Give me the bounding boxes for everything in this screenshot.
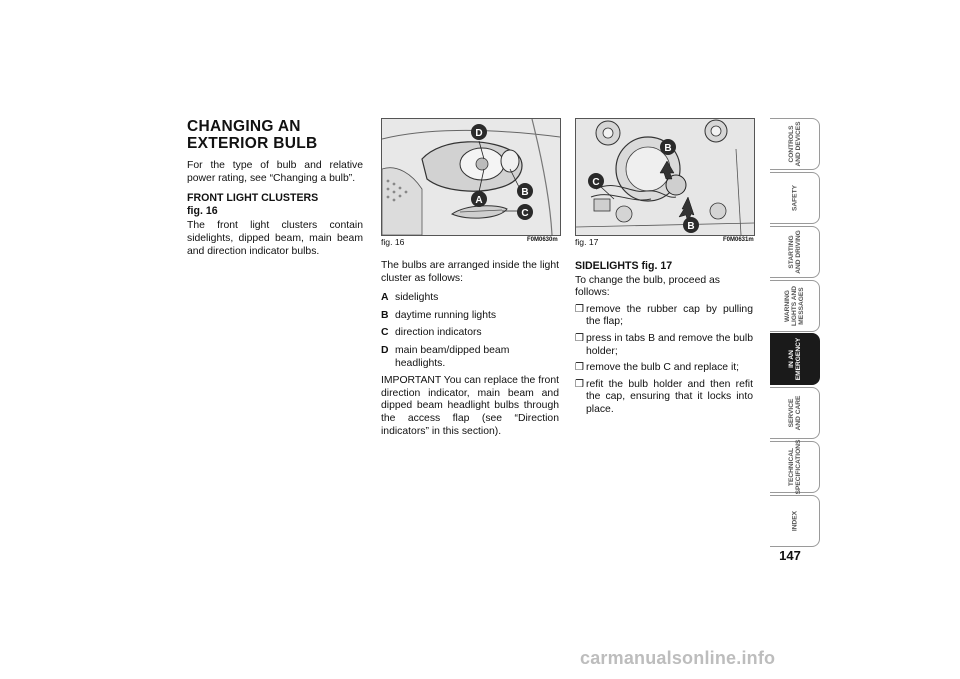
callout-b [517,183,533,199]
svg-text:B: B [521,187,529,198]
important-note: IMPORTANT You can replace the front direction indicator, main beam and dipped beam headlight bulbs through the access flap (see “Direction indicators” in this section). [381,375,559,437]
sidelights-intro: To change the bulb, proceed as follows: [575,274,720,299]
checkbox-bullet-icon: ❒ [575,378,584,390]
callout-a [471,191,487,207]
legend-text: main beam/dipped beam headlights. [395,344,510,369]
step-item [575,333,753,358]
tab-starting-and-driving[interactable] [770,226,820,278]
svg-text:C: C [592,177,600,188]
tab-in-an-emergency[interactable] [770,333,820,385]
legend-text: daytime running lights [395,309,497,321]
figure-16-headlight [381,118,561,236]
watermark: carmanualsonline.info [580,648,776,668]
legend-key: A [381,292,389,304]
page-heading-line1: CHANGING AN [187,118,301,135]
page-heading-line2: EXTERIOR BULB [187,135,318,152]
legend-item [381,345,559,370]
legend-item [381,327,559,340]
callout-c [588,173,604,189]
legend-key: D [381,344,389,356]
svg-text:C: C [521,208,529,219]
step-item [575,362,753,375]
svg-text:B: B [664,143,672,154]
column-right [575,260,753,421]
page-number: 147 [779,548,801,563]
tab-label: TECHNICAL SPECIFICATIONS [787,439,802,495]
svg-text:D: D [475,128,483,139]
page-heading [187,118,363,152]
figure-17-bulb-holder [575,118,755,236]
tab-label: WARNING LIGHTS AND MESSAGES [783,285,806,327]
figure-17-callouts [576,119,754,235]
figure-17-code: F0M0631m [723,237,754,243]
callout-d [471,124,487,140]
step-text: remove the rubber cap by pulling the flap; [586,303,753,328]
checkbox-bullet-icon: ❒ [575,332,584,344]
callout-b-top [660,139,676,155]
legend-key: C [381,327,389,339]
tab-label: STARTING AND DRIVING [787,230,802,274]
legend-text: direction indicators [395,327,482,339]
front-clusters-title: FRONT LIGHT CLUSTERS [187,192,319,205]
tab-label: INDEX [790,510,798,532]
step-item [575,304,753,329]
legend-key: B [381,309,389,321]
legend-item [381,292,559,305]
callout-c [517,204,533,220]
step-text: remove the bulb C and replace it; [586,362,740,374]
legend-item [381,310,559,323]
svg-text:A: A [475,195,483,206]
figure-17-caption: fig. 17 [575,237,599,247]
tab-warning-lights[interactable] [770,280,820,332]
tab-service-and-care[interactable] [770,387,820,439]
step-item [575,379,753,417]
svg-text:B: B [687,221,695,232]
figure-16-callouts [382,119,560,235]
front-clusters-fig-ref: fig. 16 [187,204,218,217]
figure-16-code: F0M0630m [527,237,558,243]
callout-b-bottom [683,217,699,233]
legend-text: sidelights [395,292,439,304]
checkbox-bullet-icon: ❒ [575,303,584,315]
sidelights-title: SIDELIGHTS fig. 17 [575,260,673,272]
intro-paragraph: For the type of bulb and relative power rating, see “Changing a bulb”. [187,160,363,184]
tab-technical-specifications[interactable] [770,441,820,493]
column-left [187,118,363,265]
figure-16-caption: fig. 16 [381,237,405,247]
front-clusters-text: The front light clusters contain sidelights, dipped beam, main beam and direction indicator bulbs. [187,220,363,257]
tab-label: CONTROLS AND DEVICES [787,121,802,167]
step-text: refit the bulb holder and then refit the cap, ensuring that it locks into place. [586,378,753,415]
tab-label: SAFETY [790,184,798,212]
tab-controls-and-devices[interactable] [770,118,820,170]
bulbs-intro: The bulbs are arranged inside the light cluster as follows: [381,260,559,284]
column-middle [381,260,559,445]
tab-label: SERVICE AND CARE [787,395,802,431]
checkbox-bullet-icon: ❒ [575,362,584,374]
tab-index[interactable] [770,495,820,547]
tab-safety[interactable] [770,172,820,224]
step-text: press in tabs B and remove the bulb holder; [586,332,753,357]
tab-label: IN AN EMERGENCY [787,337,802,381]
